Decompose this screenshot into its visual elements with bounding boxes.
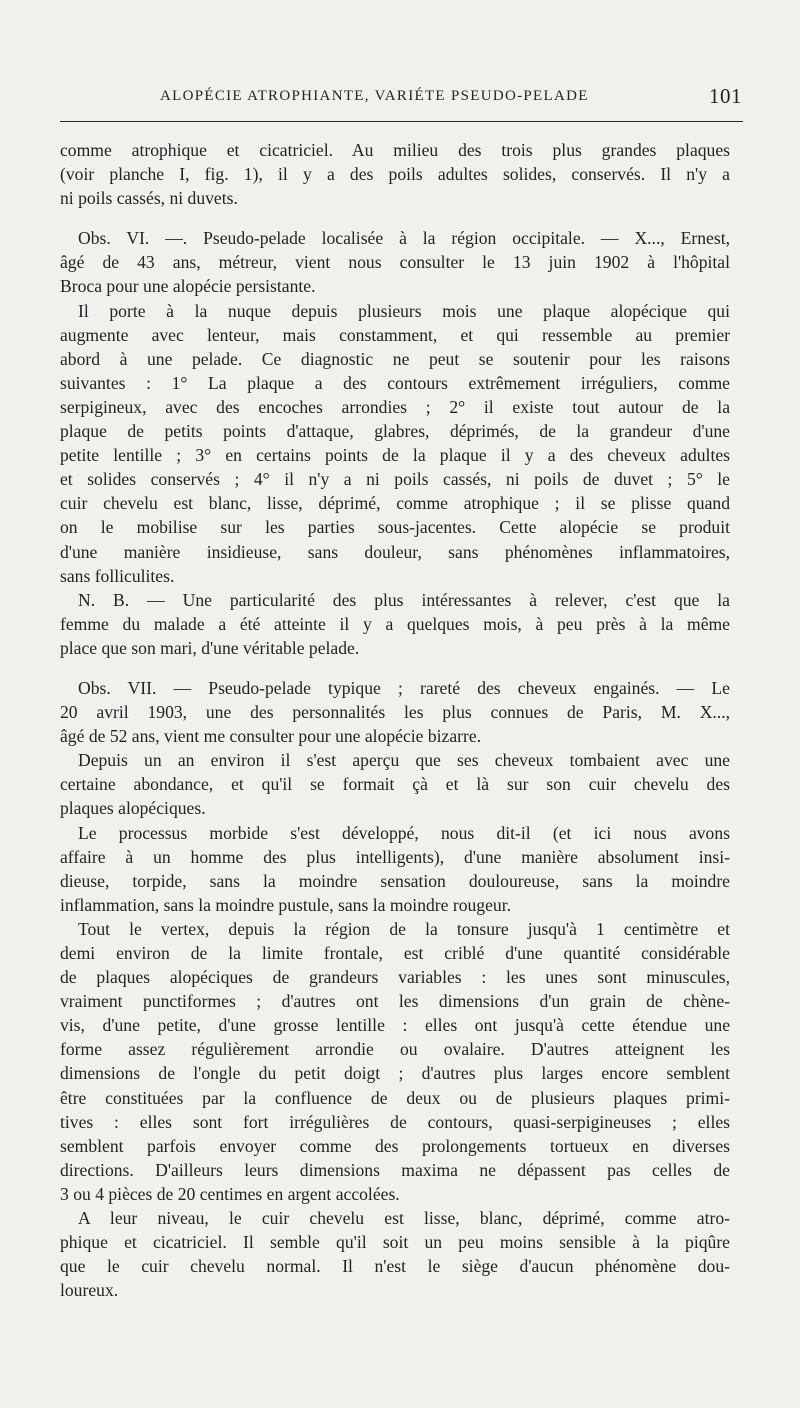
text-line: tives : elles sont fort irrégulières de contours, quasi-serpigineuses ; elles xyxy=(60,1111,730,1132)
obs-vii-heading: Obs. VII. — Pseudo-pelade typique ; rareté des cheveux engainés. — Le xyxy=(78,677,730,698)
text-line: ni poils cassés, ni duvets. xyxy=(60,188,238,209)
text-line: sans folliculites. xyxy=(60,565,175,586)
text-line: âgé de 52 ans, vient me consulter pour une alopécie bizarre. xyxy=(60,726,482,747)
paragraph-gap xyxy=(60,660,730,676)
text-line: N. B. — Une particularité des plus intéressantes à relever, c'est que la xyxy=(78,589,730,610)
paragraph-gap xyxy=(60,210,730,226)
text-line: vis, d'une petite, d'une grosse lentille : elles ont jusqu'à cette étendue une xyxy=(60,1015,730,1036)
text-line: plaque de petits points d'attaque, glabres, déprimés, de la grandeur d'une xyxy=(60,421,730,442)
text-line: on le mobilise sur les parties sous-jacentes. Cette alopécie se produit xyxy=(60,517,730,538)
text-line: 20 avril 1903, une des personnalités les plus connues de Paris, M. X..., xyxy=(60,702,730,723)
running-title: ALOPÉCIE ATROPHIANTE, VARIÉTE PSEUDO-PELADE xyxy=(160,88,589,104)
header-rule xyxy=(60,121,743,122)
text-line: d'une manière insidieuse, sans douleur, sans phénomènes inflammatoires, xyxy=(60,541,730,562)
text-line: directions. D'ailleurs leurs dimensions maxima ne dépassent pas celles de xyxy=(60,1159,730,1180)
text-line: loureux. xyxy=(60,1280,119,1301)
text-line: Tout le vertex, depuis la région de la tonsure jusqu'à 1 centimètre et xyxy=(78,918,730,939)
page-number: 101 xyxy=(709,84,742,108)
text-line: affaire à un homme des plus intelligents), d'une manière absolument insi- xyxy=(60,846,730,867)
text-line: de plaques alopéciques de grandeurs variables : les unes sont minuscules, xyxy=(60,967,730,988)
text-line: place que son mari, d'une véritable pelade. xyxy=(60,637,360,658)
page-header xyxy=(60,84,742,112)
text-line: suivantes : 1° La plaque a des contours extrêmement irréguliers, comme xyxy=(60,372,730,393)
obs-vi-heading: Obs. VI. —. Pseudo-pelade localisée à la région occipitale. — X..., Ernest, xyxy=(78,228,730,249)
text-line: petite lentille ; 3° en certains points de la plaque il y a des cheveux adultes xyxy=(60,445,730,466)
text-line: Broca pour une alopécie persistante. xyxy=(60,276,316,297)
text-line: abord à une pelade. Ce diagnostic ne peut se soutenir pour les raisons xyxy=(60,348,730,369)
text-line: augmente avec lenteur, mais constamment, et qui ressemble au premier xyxy=(60,324,730,345)
text-line: Le processus morbide s'est développé, nous dit-il (et ici nous avons xyxy=(78,822,730,843)
text-line: Il porte à la nuque depuis plusieurs mois une plaque alopécique qui xyxy=(78,300,730,321)
text-line: inflammation, sans la moindre pustule, sans la moindre rougeur. xyxy=(60,894,511,915)
text-line: femme du malade a été atteinte il y a quelques mois, à peu près à la même xyxy=(60,613,730,634)
text-line: 3 ou 4 pièces de 20 centimes en argent accolées. xyxy=(60,1183,400,1204)
text-line: être constituées par la confluence de deux ou de plusieurs plaques primi- xyxy=(60,1087,730,1108)
text-line: phique et cicatriciel. Il semble qu'il soit un peu moins sensible à la piqûre xyxy=(60,1232,730,1253)
text-line: cuir chevelu est blanc, lisse, déprimé, comme atrophique ; il se plisse quand xyxy=(60,493,730,514)
text-line: plaques alopéciques. xyxy=(60,798,206,819)
text-line: forme assez régulièrement arrondie ou ovalaire. D'autres atteignent les xyxy=(60,1039,730,1060)
text-line: que le cuir chevelu normal. Il n'est le siège d'aucun phénomène dou- xyxy=(60,1256,730,1277)
text-line: dieuse, torpide, sans la moindre sensation douloureuse, sans la moindre xyxy=(60,870,730,891)
text-line: vraiment punctiformes ; d'autres ont les dimensions d'un grain de chène- xyxy=(60,991,730,1012)
text-line: (voir planche I, fig. 1), il y a des poils adultes solides, conservés. Il n'y a xyxy=(60,164,730,185)
text-line: A leur niveau, le cuir chevelu est lisse, blanc, déprimé, comme atro- xyxy=(78,1208,730,1229)
text-line: Depuis un an environ il s'est aperçu que ses cheveux tombaient avec une xyxy=(78,750,730,771)
text-line: certaine abondance, et qu'il se formait çà et là sur son cuir chevelu des xyxy=(60,774,730,795)
text-line: comme atrophique et cicatriciel. Au milieu des trois plus grandes plaques xyxy=(60,140,730,160)
text-line: semblent parfois envoyer comme des prolongements tortueux en diverses xyxy=(60,1135,730,1156)
text-line: serpigineux, avec des encoches arrondies ; 2° il existe tout autour de la xyxy=(60,396,730,417)
text-line: et solides conservés ; 4° il n'y a ni poils cassés, ni poils de duvet ; 5° le xyxy=(60,469,730,490)
body-text xyxy=(60,138,730,1302)
text-line: demi environ de la limite frontale, est criblé d'une quantité considérable xyxy=(60,943,730,963)
text-line: dimensions de l'ongle du petit doigt ; d'autres plus larges encore semblent xyxy=(60,1063,730,1084)
text-line: âgé de 43 ans, métreur, vient nous consulter le 13 juin 1902 à l'hôpital xyxy=(60,252,730,273)
